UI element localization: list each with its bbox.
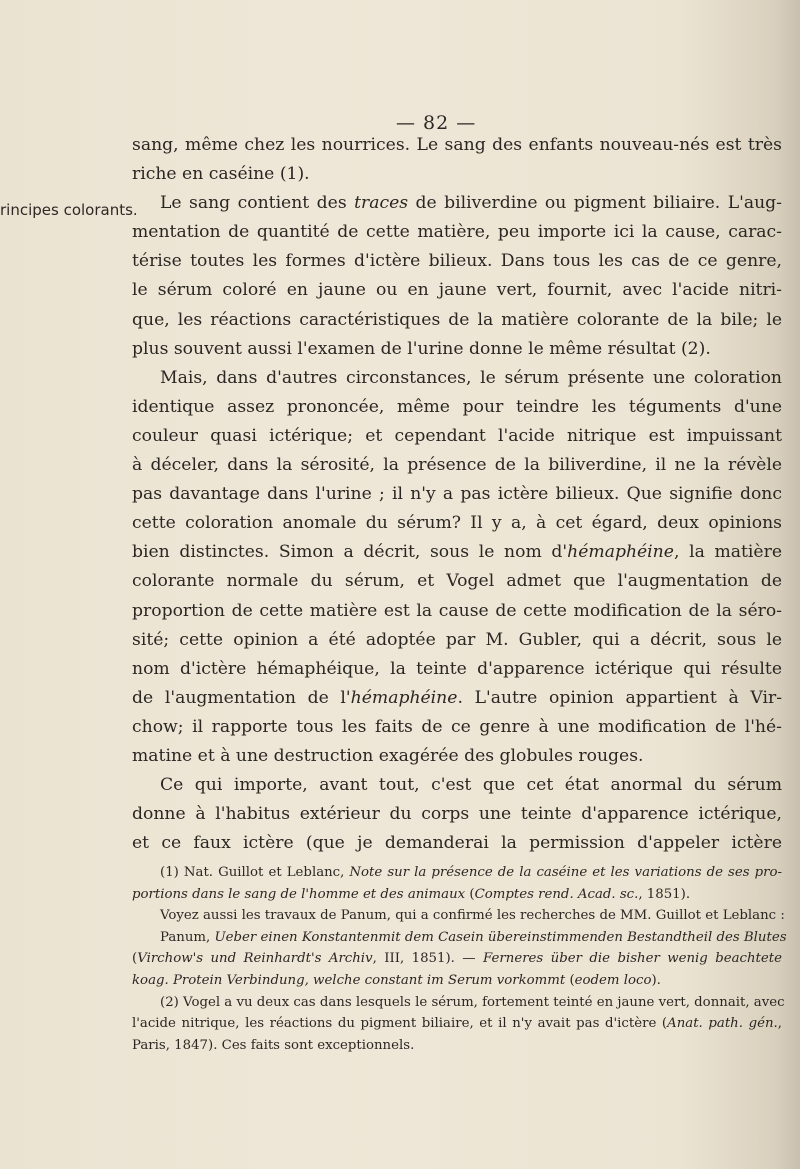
footnote-line: (2) Vogel a vu deux cas dans lesquels le sérum, fortement teinté en jaune vert, donnait, avec [160,994,785,1010]
footnote-line: portions dans le sang de l'homme et des animaux (Comptes rend. Acad. sc., 1851). [132,886,691,902]
footnote-line: (Virchow's und Reinhardt's Archiv, III, 1851). — Ferneres über die bisher wenig beachtete [132,951,782,967]
footnote-line: Voyez aussi les travaux de Panum, qui a confirmé les recherches de MM. Guillot et Leblanc : [160,908,785,924]
text-line: cette coloration anomale du sérum? Il y a, à cet égard, deux opinions [132,513,782,534]
main-text [132,131,782,858]
text-line: de l'augmentation de l'hémaphéine. L'autre opinion appartient à Vir- [132,687,782,708]
text-line: matine et à une destruction exagérée des globules rouges. [132,745,644,766]
text-line: et ce faux ictère (que je demanderai la permission d'appeler ictère [132,833,782,854]
footnote-line: koag. Protein Verbindung, welche constant im Serum vorkommt (eodem loco). [132,972,661,988]
text-line: sang, même chez les nourrices. Le sang des enfants nouveau-nés est très [132,135,782,155]
footnote-line: Panum, Ueber einen Konstantenmit dem Casein übereinstimmenden Bestandtheil des Blutes [160,929,787,945]
text-line: Le sang contient des traces de biliverdine ou pigment biliaire. L'aug- [160,193,782,214]
footnotes [132,862,787,1056]
footnote-line: Paris, 1847). Ces faits sont exceptionnels. [132,1037,415,1053]
text-line: chow; il rapporte tous les faits de ce genre à une modification de l'hé- [132,716,782,737]
page-number: — 82 — [396,112,477,134]
text-line: nom d'ictère hémaphéique, la teinte d'apparence ictérique qui résulte [132,658,782,679]
margin-note: rincipes colorants. [0,201,138,219]
text-line: que, les réactions caractéristiques de la matière colorante de la bile; le [132,309,782,330]
text-line: Mais, dans d'autres circonstances, le sérum présente une coloration [160,367,782,388]
text-line: à déceler, dans la sérosité, la présence de la biliverdine, il ne la révèle [132,455,782,476]
text-line: térise toutes les formes d'ictère bilieux. Dans tous les cas de ce genre, [132,251,782,272]
text-line: le sérum coloré en jaune ou en jaune vert, fournit, avec l'acide nitri- [132,280,782,301]
text-line: riche en caséine (1). [132,164,310,185]
text-line: mentation de quantité de cette matière, peu importe ici la cause, carac- [132,222,782,243]
text-line: proportion de cette matière est la cause de cette modification de la séro- [132,600,782,621]
text-line: pas davantage dans l'urine ; il n'y a pas ictère bilieux. Que signifie donc [132,484,782,505]
footnote-line: l'acide nitrique, les réactions du pigment biliaire, et il n'y avait pas d'ictère (Anat. path. gén., [132,1016,782,1032]
text-line: Ce qui importe, avant tout, c'est que cet état anormal du sérum [160,775,782,796]
text-line: sité; cette opinion a été adoptée par M. Gubler, qui a décrit, sous le [132,629,782,650]
text-line: identique assez prononcée, même pour teindre les téguments d'une [132,396,782,417]
footnote-line: (1) Nat. Guillot et Leblanc, Note sur la présence de la caséine et les variations de ses pro- [160,865,782,880]
text-line: couleur quasi ictérique; et cependant l'acide nitrique est impuissant [132,425,782,446]
text-line: bien distinctes. Simon a décrit, sous le nom d'hémaphéine, la matière [132,542,782,563]
text-line: plus souvent aussi l'examen de l'urine donne le même résultat (2). [132,338,711,359]
text-line: donne à l'habitus extérieur du corps une teinte d'apparence ictérique, [132,804,782,825]
text-line: colorante normale du sérum, et Vogel admet que l'augmentation de [132,571,782,592]
